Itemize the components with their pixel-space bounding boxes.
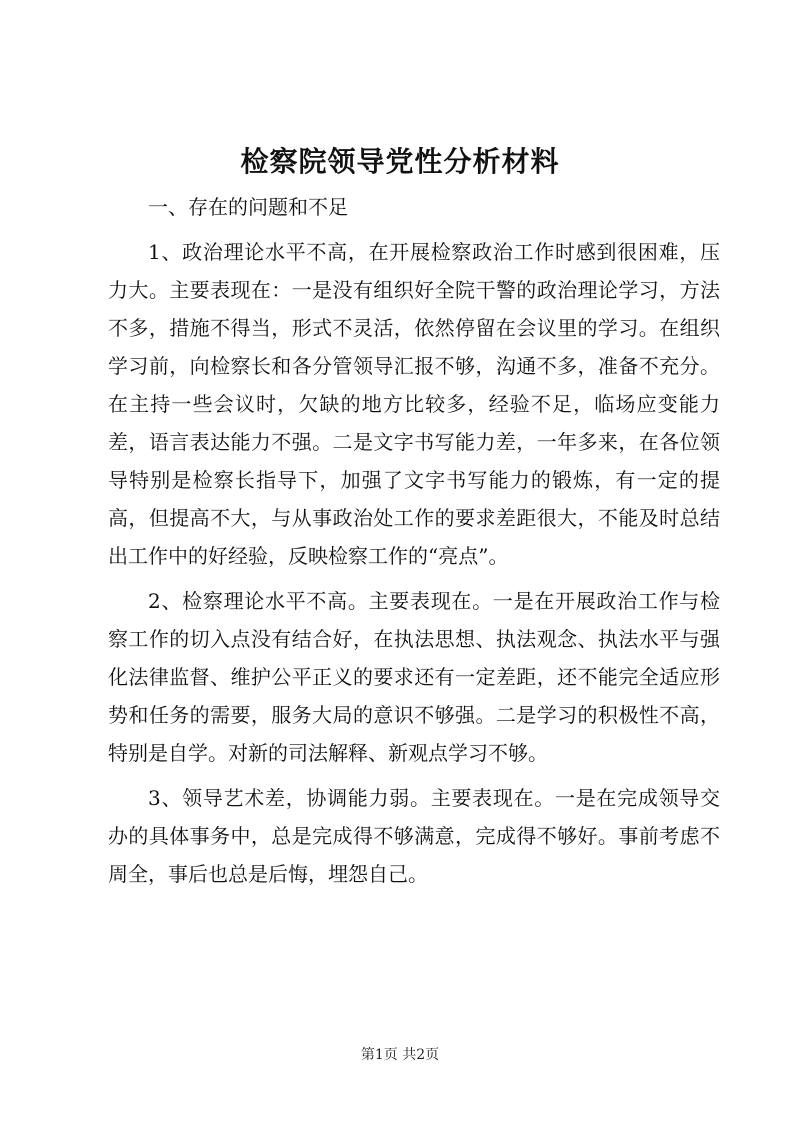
paragraph-1: 1、政治理论水平不高，在开展检察政治工作时感到很困难，压力大。主要表现在：一是没有组织好全院干警的政治理论学习，方法不多，措施不得当，形式不灵活，依然停留在会议里的学习。在组织学习前，向检察长和各分管领导汇报不够，沟通不多，准备不充分。在主持一些会议时，欠缺的地方比较多，经验不足，临场应变能力差，语言表达能力不强。二是文字书写能力差，一年多来，在各位领导特别是检察长指导下，加强了文字书写能力的锻炼，有一定的提高，但提高不大，与从事政治处工作的要求差距很大，不能及时总结出工作中的好经验，反映检察工作的“亮点”。 bbox=[108, 240, 720, 568]
document-body bbox=[108, 188, 720, 893]
document-title: 检察院领导党性分析材料 bbox=[240, 145, 560, 178]
page-footer: 第1页 共2页 bbox=[360, 1047, 440, 1063]
paragraph-3: 3、领导艺术差，协调能力弱。主要表现在。一是在完成领导交办的具体事务中，总是完成得不够满意，完成得不够好。事前考虑不周全，事后也总是后悔，埋怨自己。 bbox=[108, 786, 720, 886]
section-heading: 一、存在的问题和不足 bbox=[148, 195, 348, 219]
paragraph-2: 2、检察理论水平不高。主要表现在。一是在开展政治工作与检察工作的切入点没有结合好，在执法思想、执法观念、执法水平与强化法律监督、维护公平正义的要求还有一定差距，还不能完全适应形势和任务的需要，服务大局的意识不够强。二是学习的积极性不高，特别是自学。对新的司法解释、新观点学习不够。 bbox=[108, 589, 720, 765]
